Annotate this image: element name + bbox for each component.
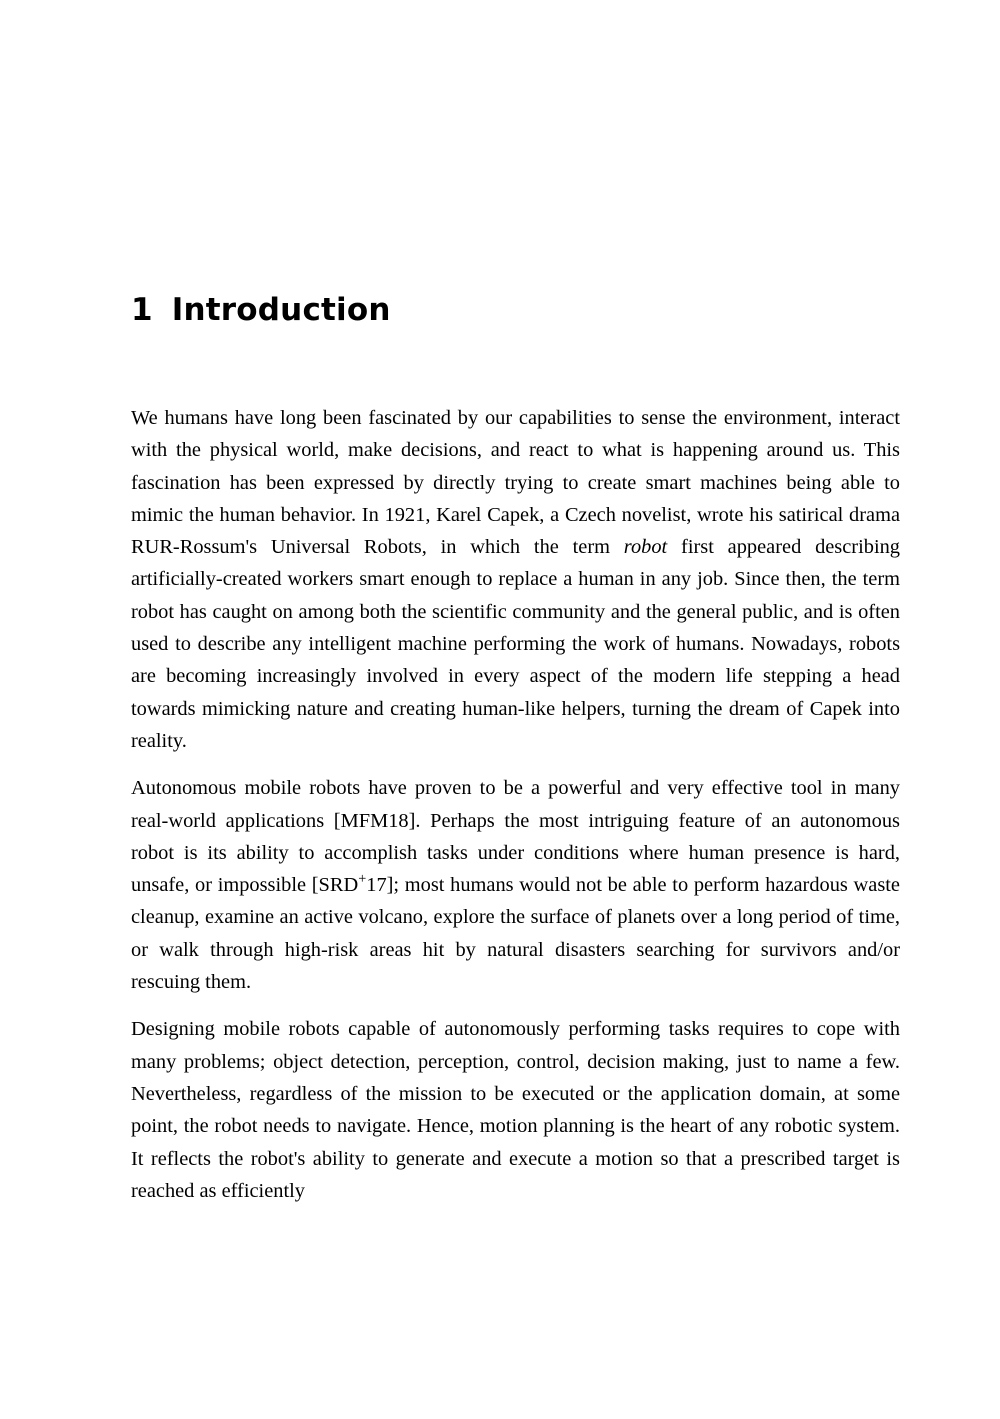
paragraph-2	[131, 772, 900, 998]
paragraph-1-text-b: first appeared describing artificially-created workers smart enough to replace a human in any job. Since then, the term robot has caught on among both the scientific community and the general public, and is often used to describe any intelligent machine performing the work of humans. Nowadays, robots are becoming increasingly involved in every aspect of the modern life stepping a head towards mimicking nature and creating human-like helpers, turning the dream of Capek into reality.	[131, 536, 901, 752]
paragraph-2-superscript: +	[358, 871, 367, 888]
paragraph-1-emphasis: robot	[623, 536, 668, 559]
paragraph-2-text-a: Autonomous mobile robots have proven to be a powerful and very effective tool in many real-world applications [MFM18]. Perhaps the most intriguing feature of an autonomous robot is its ability to accomplish tasks under conditions where human presence is hard, unsafe, or impossible [SRD	[131, 777, 900, 897]
page-content	[131, 0, 900, 1207]
paragraph-1	[131, 402, 900, 757]
chapter-heading	[131, 0, 900, 328]
paragraph-2-text-b: 17]; most humans would not be able to perform hazardous waste cleanup, examine an active volcano, explore the surface of planets over a long period of time, or walk through high-risk areas hit by natural disasters searching for survivors and/or rescuing them.	[131, 874, 900, 994]
chapter-number: 1	[131, 292, 153, 328]
chapter-title: Introduction	[171, 292, 391, 328]
paragraph-1-text-a: We humans have long been fascinated by our capabilities to sense the environment, interact with the physical world, make decisions, and react to what is happening around us. This fascination has been expressed by directly trying to create smart machines being able to mimic the human behavior. In 1921, Karel Capek, a Czech novelist, wrote his satirical drama RUR-Rossum's Universal Robots, in which the term	[131, 407, 900, 559]
paragraph-3: Designing mobile robots capable of autonomously performing tasks requires to cope with many problems; object detection, perception, control, decision making, just to name a few. Nevertheless, regardless of the mission to be executed or the application domain, at some point, the robot needs to navigate. Hence, motion planning is the heart of any robotic system. It reflects the robot's ability to generate and execute a motion so that a prescribed target is reached as efficiently	[131, 1018, 900, 1202]
